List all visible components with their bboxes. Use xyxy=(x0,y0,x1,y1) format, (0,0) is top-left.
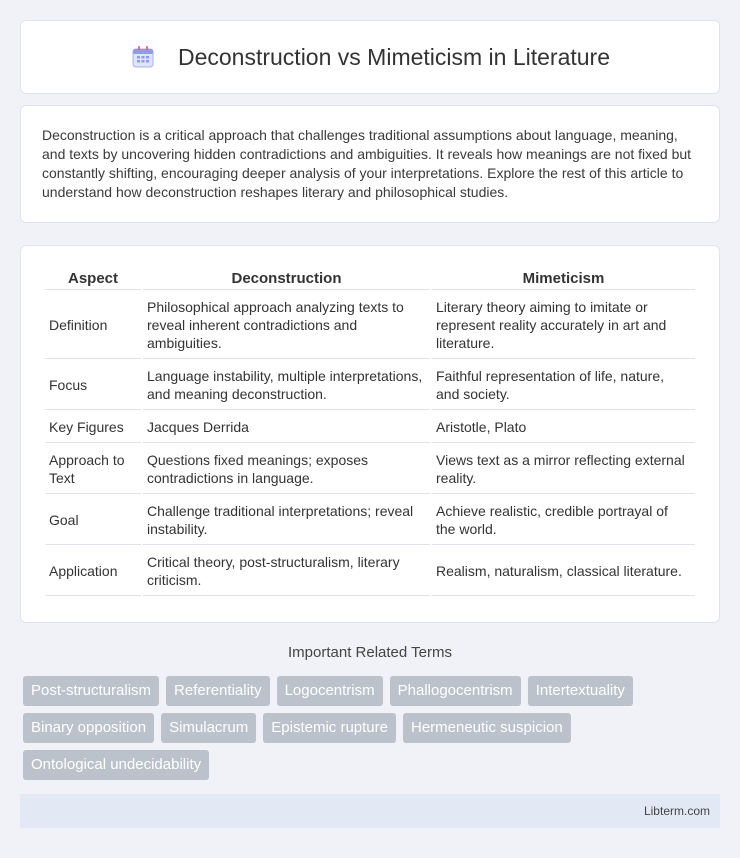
row-aspect: Definition xyxy=(45,292,141,359)
table-row xyxy=(45,496,695,545)
intro-text: Deconstruction is a critical approach that challenges traditional assumptions about language, meaning, and texts by uncovering hidden contradictions and ambiguities. It reveals how meanings are not fixed but constantly shifting, encouraging deeper analysis of your interpretations. Explore the rest of this article to understand how deconstruction reshapes literary and philosophical studies. xyxy=(42,127,692,200)
header-aspect: Aspect xyxy=(45,266,141,290)
footer xyxy=(20,794,720,828)
row-mimeticism: Literary theory aiming to imitate or represent reality accurately in art and literature. xyxy=(432,292,695,359)
table-row xyxy=(45,361,695,410)
related-term-tag[interactable]: Simulacrum xyxy=(161,713,256,743)
related-term-tag[interactable]: Hermeneutic suspicion xyxy=(403,713,571,743)
row-deconstruction: Critical theory, post-structuralism, literary criticism. xyxy=(143,547,430,596)
row-deconstruction: Philosophical approach analyzing texts to reveal inherent contradictions and ambiguities. xyxy=(143,292,430,359)
table-row xyxy=(45,445,695,494)
row-aspect: Focus xyxy=(45,361,141,410)
related-term-tag[interactable]: Intertextuality xyxy=(528,676,633,706)
related-term-tag[interactable]: Phallogocentrism xyxy=(390,676,521,706)
table-row xyxy=(45,412,695,443)
row-mimeticism: Views text as a mirror reflecting external reality. xyxy=(432,445,695,494)
row-deconstruction: Challenge traditional interpretations; reveal instability. xyxy=(143,496,430,545)
related-term-tag[interactable]: Logocentrism xyxy=(277,676,383,706)
related-terms-list xyxy=(23,676,703,780)
row-aspect: Key Figures xyxy=(45,412,141,443)
table-row xyxy=(45,547,695,596)
header-card xyxy=(20,20,720,94)
row-deconstruction: Language instability, multiple interpretations, and meaning deconstruction. xyxy=(143,361,430,410)
related-terms-title: Important Related Terms xyxy=(288,644,452,661)
row-mimeticism: Realism, naturalism, classical literature. xyxy=(432,547,695,596)
header-deconstruction: Deconstruction xyxy=(143,266,430,290)
row-aspect: Goal xyxy=(45,496,141,545)
header-mimeticism: Mimeticism xyxy=(432,266,695,290)
row-deconstruction: Questions fixed meanings; exposes contradictions in language. xyxy=(143,445,430,494)
row-aspect: Application xyxy=(45,547,141,596)
page-title: Deconstruction vs Mimeticism in Literature xyxy=(177,43,611,70)
row-aspect: Approach to Text xyxy=(45,445,141,494)
footer-site-link[interactable]: Libterm.com xyxy=(643,804,710,818)
row-mimeticism: Faithful representation of life, nature, and society. xyxy=(432,361,695,410)
related-term-tag[interactable]: Post-structuralism xyxy=(23,676,159,706)
intro-card xyxy=(20,105,720,223)
related-term-tag[interactable]: Epistemic rupture xyxy=(263,713,396,743)
row-mimeticism: Achieve realistic, credible portrayal of the world. xyxy=(432,496,695,545)
row-deconstruction: Jacques Derrida xyxy=(143,412,430,443)
table-row xyxy=(45,292,695,359)
calendar-icon xyxy=(130,44,156,70)
table-header-row xyxy=(45,266,695,290)
related-term-tag[interactable]: Referentiality xyxy=(166,676,270,706)
related-term-tag[interactable]: Ontological undecidability xyxy=(23,750,209,780)
related-term-tag[interactable]: Binary opposition xyxy=(23,713,154,743)
comparison-table xyxy=(43,264,697,598)
comparison-table-card xyxy=(20,245,720,623)
row-mimeticism: Aristotle, Plato xyxy=(432,412,695,443)
